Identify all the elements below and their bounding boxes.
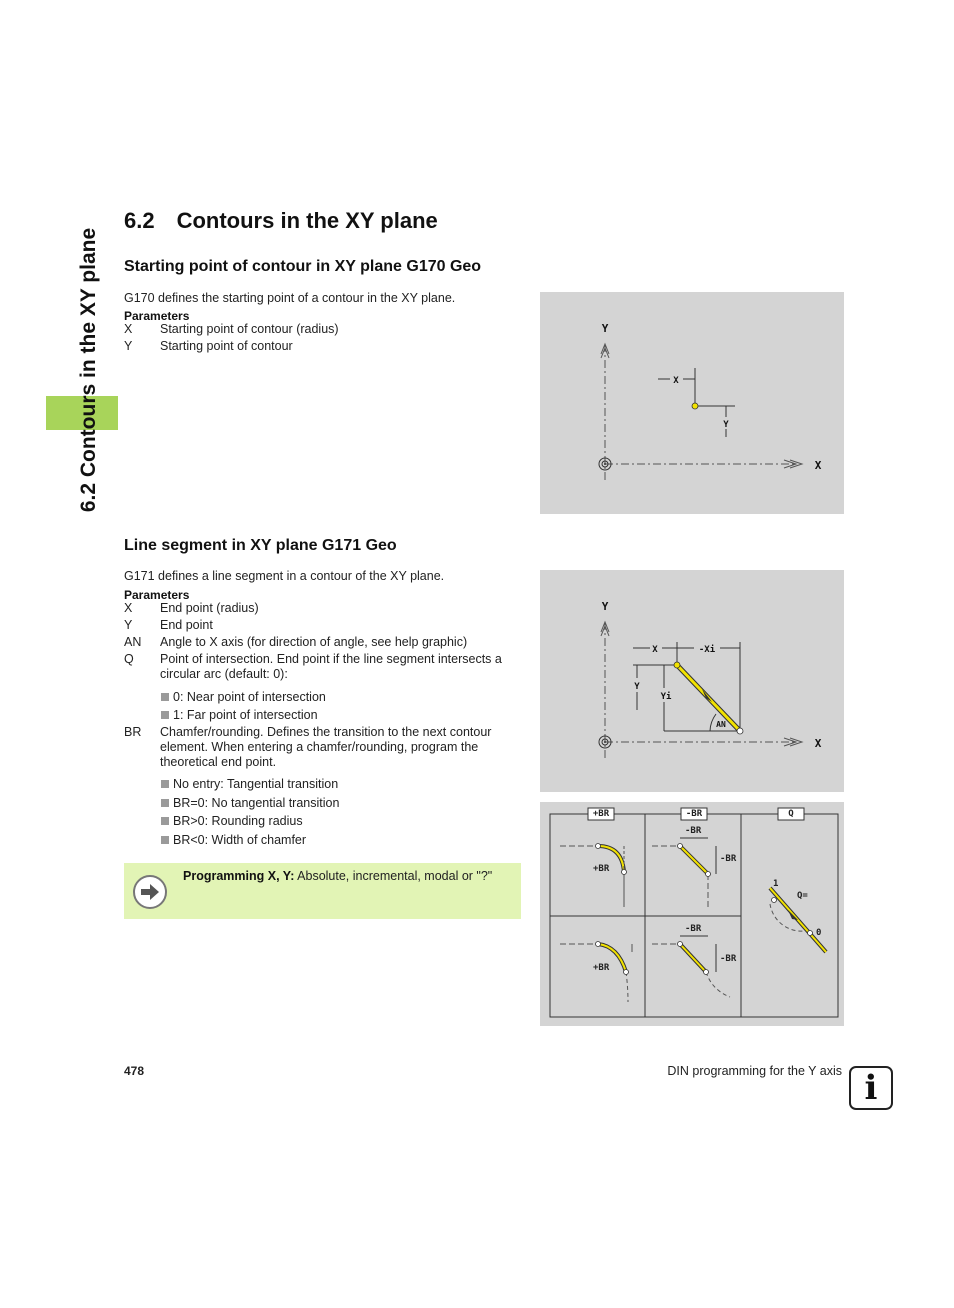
label-minus-br-bottom-v: -BR — [720, 954, 737, 964]
label-minus-br-top-v: -BR — [720, 854, 737, 864]
bullet-square-icon — [161, 836, 169, 844]
param-desc: Starting point of contour — [160, 339, 293, 353]
q-option-0 — [161, 690, 326, 705]
page-number: 478 — [124, 1064, 145, 1078]
br-option-0 — [161, 777, 338, 792]
note-body: Absolute, incremental, modal or "?" — [294, 869, 493, 883]
section-title-text: Contours in the XY plane — [176, 208, 438, 233]
param-key: Y — [124, 339, 133, 353]
br-option-2 — [161, 814, 303, 829]
param-key: Y — [124, 618, 133, 632]
br-q-help-figure — [540, 802, 844, 1026]
bullet-text: BR>0: Rounding radius — [173, 814, 303, 828]
arrow-right-icon — [133, 875, 167, 909]
col-q-header: Q — [788, 809, 794, 819]
bullet-square-icon — [161, 780, 169, 788]
bullet-text: 1: Far point of intersection — [173, 708, 318, 722]
g170-intro: G170 defines the starting point of a contour in the XY plane. — [124, 291, 456, 305]
dim-y-label: Y — [723, 420, 729, 430]
dim-xi-label: -Xi — [698, 645, 716, 655]
bullet-text: BR=0: No tangential transition — [173, 796, 340, 810]
bullet-text: 0: Near point of intersection — [173, 690, 326, 704]
label-plus-br-top: +BR — [593, 864, 610, 874]
g171-params-label: Parameters — [124, 588, 190, 602]
dim-yi-label: Yi — [660, 692, 672, 702]
dim-x-label: X — [673, 376, 679, 386]
col-plus-br-header: +BR — [592, 809, 610, 819]
br-option-3 — [161, 833, 306, 848]
dim-y-label: Y — [634, 682, 640, 692]
section-number: 6.2 — [124, 208, 155, 233]
g171-heading: Line segment in XY plane G171 Geo — [124, 537, 397, 554]
label-minus-br-top-h: -BR — [685, 826, 702, 836]
axis-x-label: X — [814, 737, 822, 750]
g171-intro: G171 defines a line segment in a contour of the XY plane. — [124, 569, 445, 583]
dim-x-label: X — [652, 645, 658, 655]
note-text — [183, 869, 492, 883]
param-desc: Starting point of contour (radius) — [160, 322, 339, 336]
param-desc: End point (radius) — [160, 601, 259, 615]
param-key: X — [124, 322, 133, 336]
info-icon-glyph: i — [864, 1068, 878, 1108]
label-minus-br-bottom-h: -BR — [685, 924, 702, 934]
bullet-text: No entry: Tangential transition — [173, 777, 339, 791]
axis-x-label: X — [814, 459, 822, 472]
side-tab-label: 6.2 Contours in the XY plane — [77, 227, 100, 513]
bullet-square-icon — [161, 711, 169, 719]
axis-y-label: Y — [601, 322, 609, 335]
param-key: X — [124, 601, 133, 615]
br-option-1 — [161, 796, 339, 811]
label-q-eq: Q= — [797, 891, 808, 901]
g170-params-label: Parameters — [124, 309, 190, 323]
angle-an-label: AN — [716, 720, 726, 729]
col-minus-br-header: -BR — [685, 809, 703, 819]
g171-figure — [540, 570, 844, 792]
section-title — [124, 208, 438, 234]
info-icon — [849, 1066, 893, 1110]
param-key: Q — [124, 652, 134, 666]
label-q-zero: 0 — [816, 928, 822, 938]
label-plus-br-bottom: +BR — [593, 963, 610, 973]
g170-heading: Starting point of contour in XY plane G170 Geo — [124, 258, 482, 275]
param-desc: Chamfer/rounding. Defines the transition to the next contour element. When entering a chamfer/rounding, program the theoretical end point. — [160, 725, 492, 769]
label-q-one: 1 — [773, 879, 779, 889]
bullet-text: BR<0: Width of chamfer — [173, 833, 307, 847]
param-key: AN — [124, 635, 142, 649]
param-desc: Point of intersection. End point if the line segment intersects a circular arc (default: 0): — [160, 652, 502, 681]
bullet-square-icon — [161, 817, 169, 825]
param-desc: Angle to X axis (for direction of angle, see help graphic) — [160, 635, 468, 649]
bullet-square-icon — [161, 799, 169, 807]
bullet-square-icon — [161, 693, 169, 701]
footer-chapter: DIN programming for the Y axis — [667, 1064, 842, 1078]
axis-y-label: Y — [601, 600, 609, 613]
g170-figure — [540, 292, 844, 514]
note-label: Programming X, Y: — [183, 869, 295, 883]
param-key: BR — [124, 725, 142, 739]
param-desc: End point — [160, 618, 213, 632]
q-option-1 — [161, 708, 318, 723]
